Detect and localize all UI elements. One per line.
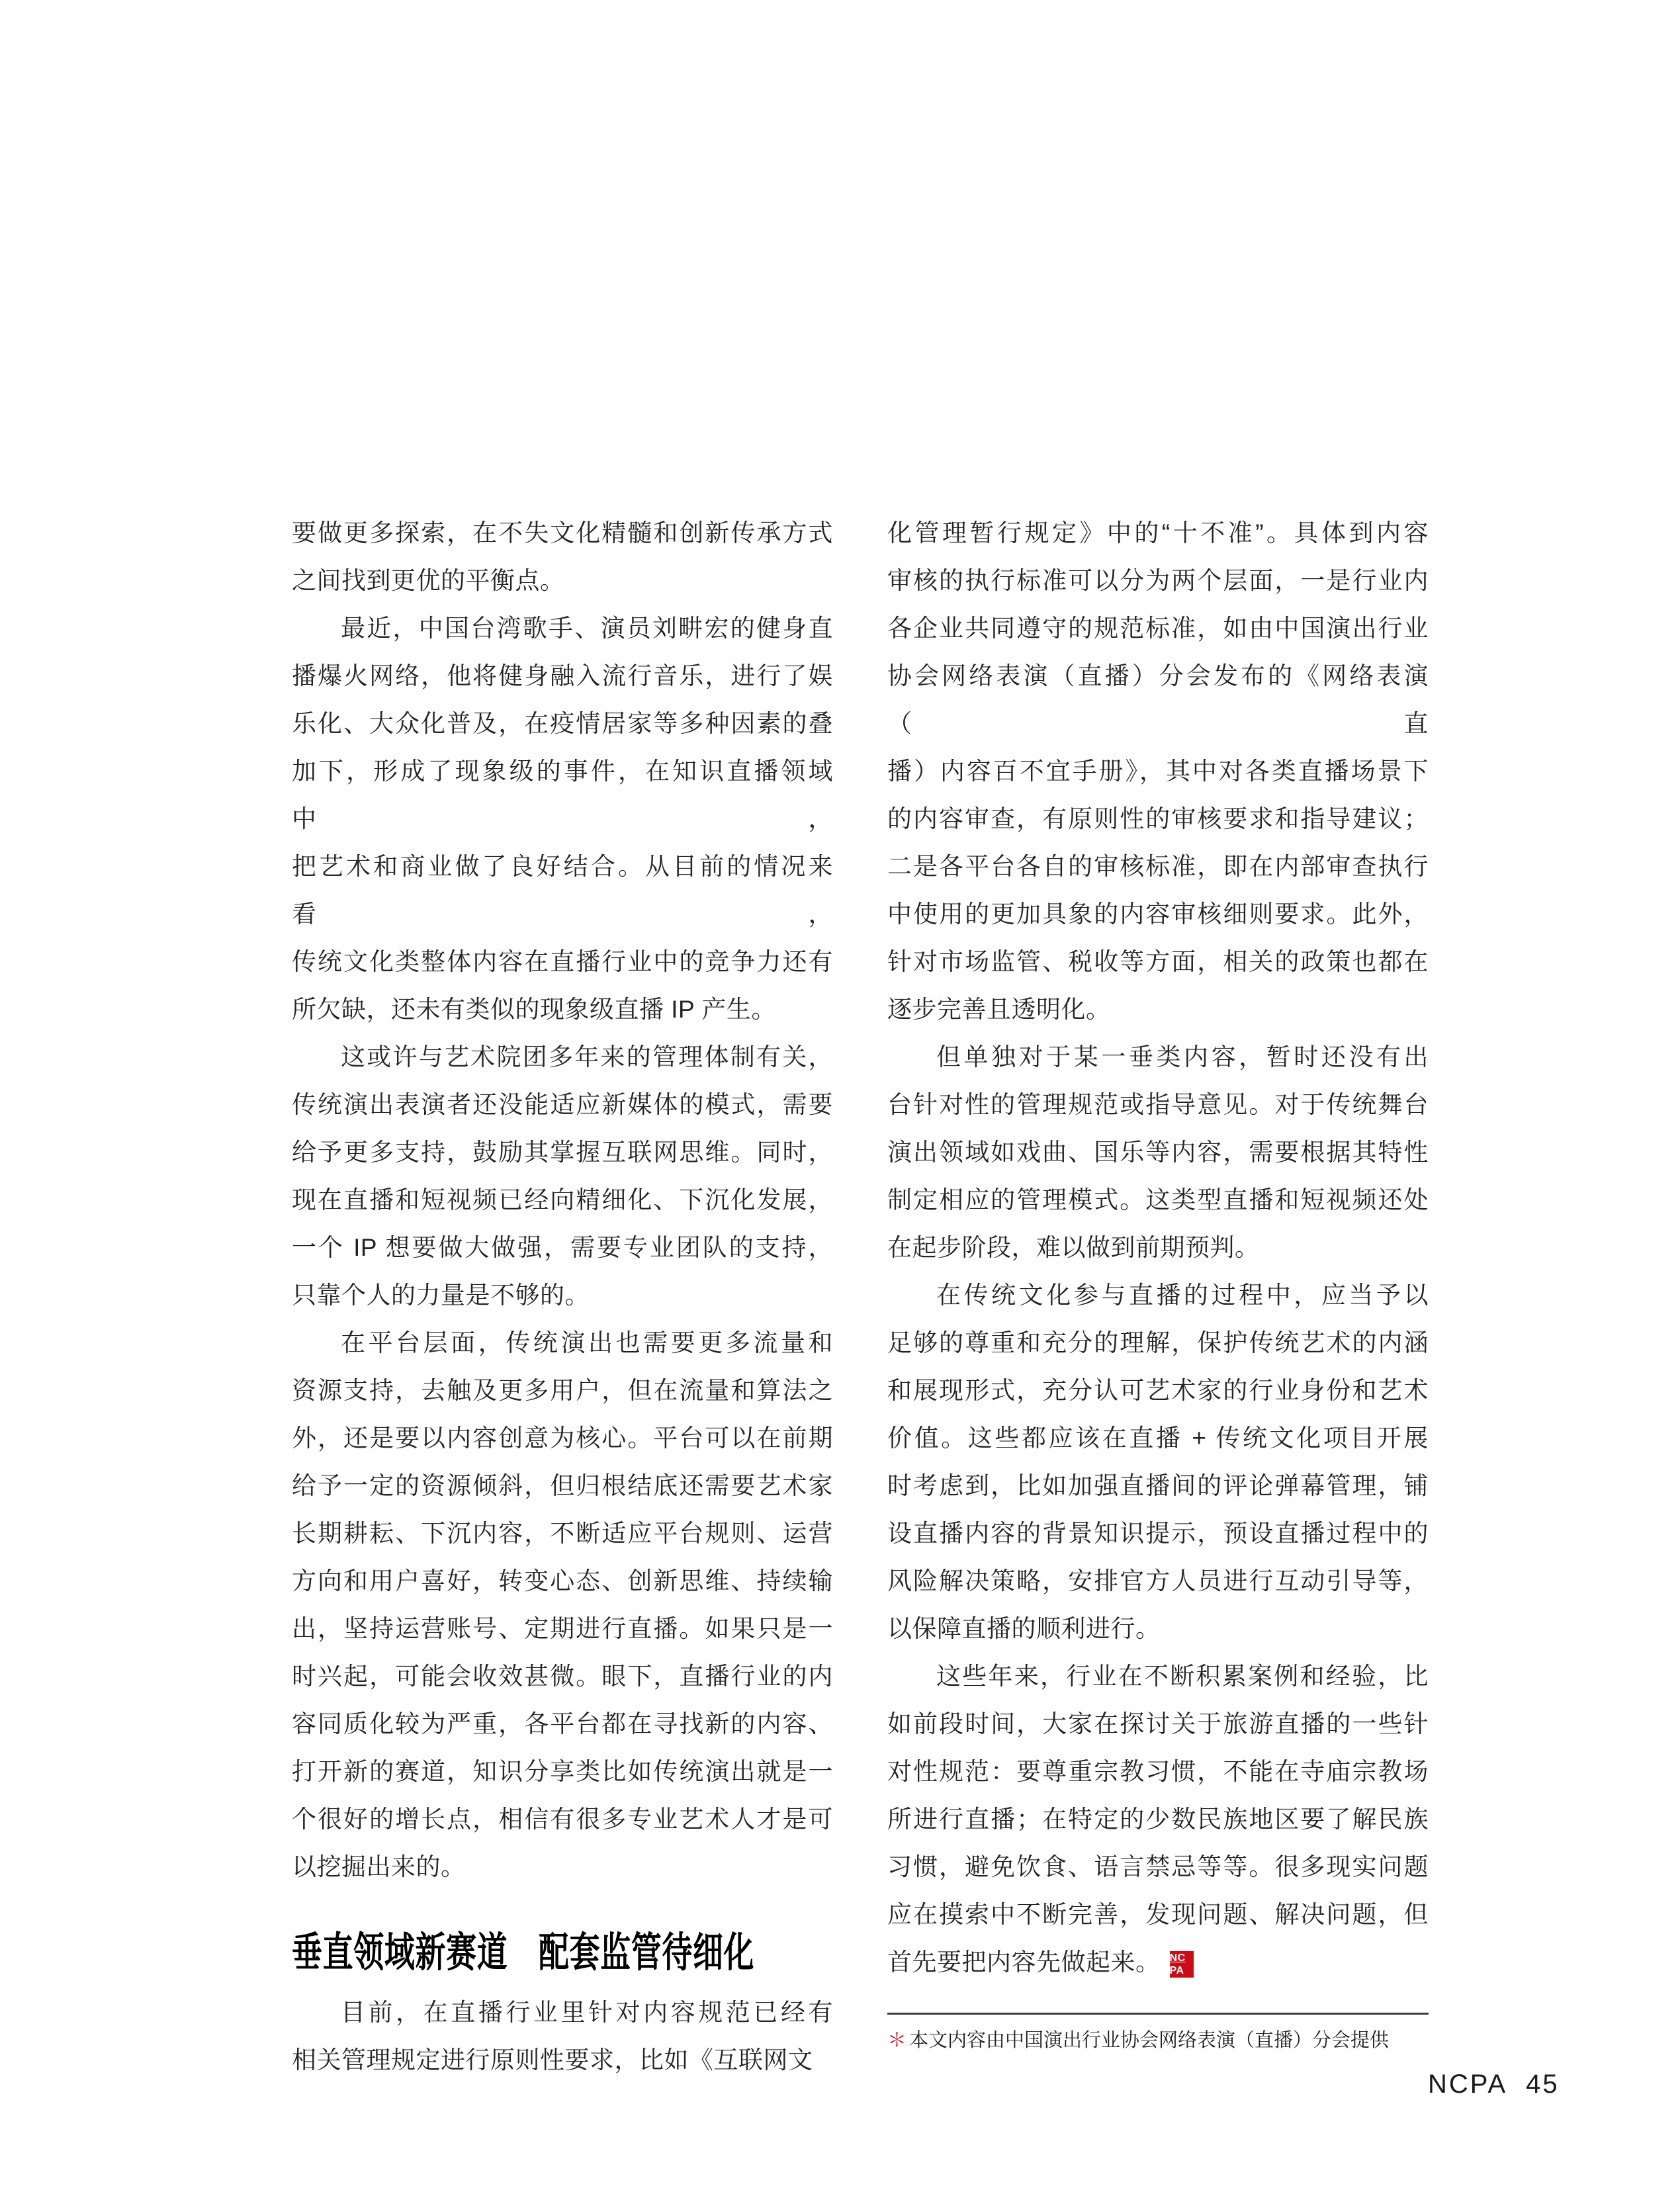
body-line: 外，还是要以内容创意为核心。平台可以在前期 [292,1424,833,1452]
column-right-blocks [887,509,1429,1986]
body-line: 所欠缺，还未有类似的现象级直播 IP 产生。 [292,996,776,1023]
body-line: 把艺术和商业做了良好结合。从目前的情况来看， [292,853,833,928]
body-line: 中使用的更加具象的内容审核细则要求。此外， [887,900,1429,928]
body-line: 风险解决策略，安排官方人员进行互动引导等， [887,1567,1429,1595]
body-line: 时兴起，可能会收效甚微。眼下，直播行业的内 [292,1663,833,1690]
paragraph [887,1272,1429,1653]
body-line: 资源支持，去触及更多用户，但在流量和算法之 [292,1377,833,1404]
body-line: 在起步阶段，难以做到前期预判。 [887,1234,1260,1261]
footnote-asterisk: ＊ [887,2030,907,2051]
paragraph [887,1033,1429,1272]
body-line: 制定相应的管理模式。这类型直播和短视频还处 [887,1186,1429,1213]
footnote-text: 本文内容由中国演出行业协会网络表演（直播）分会提供 [909,2030,1390,2051]
body-line: 价值。这些都应该在直播 + 传统文化项目开展 [887,1424,1429,1452]
body-line: 播）内容百不宜手册》，其中对各类直播场景下 [887,758,1429,785]
ncpa-logo-bottom-text: PA [1169,1965,1184,1976]
body-line: 和展现形式，充分认可艺术家的行业身份和艺术 [887,1377,1429,1404]
body-line: 针对市场监管、税收等方面，相关的政策也都在 [887,948,1429,975]
body-line: 个很好的增长点，相信有很多专业艺术人才是可 [292,1806,833,1833]
body-line: 容同质化较为严重，各平台都在寻找新的内容、 [292,1710,833,1737]
body-line: 之间找到更优的平衡点。 [292,567,565,594]
body-line: 以保障直播的顺利进行。 [887,1615,1161,1642]
body-line: 乐化、大众化普及，在疫情居家等多种因素的叠 [292,710,833,737]
body-line: 如前段时间，大家在探讨关于旅游直播的一些针 [887,1710,1429,1737]
body-line: 台针对性的管理规范或指导意见。对于传统舞台 [887,1091,1429,1118]
body-line: 相关管理规定进行原则性要求，比如《互联网文 [292,2046,813,2074]
body-line: 给予更多支持，鼓励其掌握互联网思维。同时， [292,1139,833,1166]
body-line: 化管理暂行规定》中的“十不准”。具体到内容 [887,519,1429,547]
body-line: 打开新的赛道，知识分享类比如传统演出就是一 [292,1758,833,1785]
ncpa-logo [1170,1951,1194,1978]
body-line: 演出领域如戏曲、国乐等内容，需要根据其特性 [887,1139,1429,1166]
body-line: 二是各平台各自的审核标准，即在内部审查执行 [887,853,1429,880]
body-line: 在传统文化参与直播的过程中，应当予以 [936,1282,1429,1309]
body-line: 要做更多探索，在不失文化精髓和创新传承方式 [292,519,833,547]
body-line: 逐步完善且透明化。 [887,996,1111,1023]
footer-brand: NCPA [1428,2070,1508,2099]
paragraph [292,605,833,1033]
paragraph [887,1653,1429,1986]
body-line: 这些年来，行业在不断积累案例和经验，比 [936,1663,1429,1690]
body-line: 以挖掘出来的。 [292,1853,466,1880]
paragraph [292,1319,833,1891]
body-line: 给予一定的资源倾斜，但归根结底还需要艺术家 [292,1472,833,1499]
body-line: 设直播内容的背景知识提示，预设直播过程中的 [887,1520,1429,1547]
body-line: 对性规范：要尊重宗教习惯，不能在寺庙宗教场 [887,1758,1429,1785]
body-line: 现在直播和短视频已经向精细化、下沉化发展， [292,1186,833,1213]
body-line: 播爆火网络，他将健身融入流行音乐，进行了娱 [292,662,833,689]
body-line: 应在摸索中不断完善，发现问题、解决问题，但 [887,1901,1429,1928]
body-line: 目前，在直播行业里针对内容规范已经有 [341,1999,833,2026]
body-line: 各企业共同遵守的规范标准，如由中国演出行业 [887,615,1429,642]
page-footer [1428,2070,1560,2099]
paragraph [292,1033,833,1319]
text-column-right [887,509,1429,2056]
body-line: 一个 IP 想要做大做强，需要专业团队的支持， [292,1234,833,1261]
footnote-divider [887,2013,1429,2015]
body-line: 足够的尊重和充分的理解，保护传统艺术的内涵 [887,1329,1429,1356]
body-line: 传统文化类整体内容在直播行业中的竞争力还有 [292,948,833,975]
body-line: 最近，中国台湾歌手、演员刘畊宏的健身直 [341,615,833,642]
body-line: 的内容审查，有原则性的审核要求和指导建议； [887,805,1429,832]
paragraph [292,509,833,605]
body-line: 这或许与艺术院团多年来的管理体制有关， [341,1043,833,1071]
body-line: 只靠个人的力量是不够的。 [292,1282,590,1309]
body-line: 长期耕耘、下沉内容，不断适应平台规则、运营 [292,1520,833,1547]
column-left-blocks [292,509,833,2084]
footnote [887,2025,1429,2056]
paragraph [292,1989,833,2084]
body-line: 首先要把内容先做起来。 $\frac{NC}{PA}$ [887,1939,1429,1986]
section-heading [292,1928,833,1978]
footer-page-number: 45 [1526,2070,1560,2099]
body-line: 协会网络表演（直播）分会发布的《网络表演（直 [887,662,1429,737]
body-line: 加下，形成了现象级的事件，在知识直播领域中， [292,758,833,832]
body-line: 所进行直播；在特定的少数民族地区要了解民族 [887,1806,1429,1833]
paragraph [887,509,1429,1033]
body-line: 时考虑到，比如加强直播间的评论弹幕管理，铺 [887,1472,1429,1499]
body-line: 但单独对于某一垂类内容，暂时还没有出 [936,1043,1429,1071]
text-column-left [292,509,833,2084]
body-line: 方向和用户喜好，转变心态、创新思维、持续输 [292,1567,833,1595]
ncpa-logo-top-text: NC [1169,1952,1186,1964]
section-heading-text: 垂直领域新赛道 配套监管待细化 [292,1930,755,1976]
body-line: 习惯，避免饮食、语言禁忌等等。很多现实问题 [887,1853,1429,1880]
body-line: 在平台层面，传统演出也需要更多流量和 [341,1329,833,1356]
body-line: 审核的执行标准可以分为两个层面，一是行业内 [887,567,1429,594]
body-line: 传统演出表演者还没能适应新媒体的模式，需要 [292,1091,833,1118]
body-line: 出，坚持运营账号、定期进行直播。如果只是一 [292,1615,833,1642]
